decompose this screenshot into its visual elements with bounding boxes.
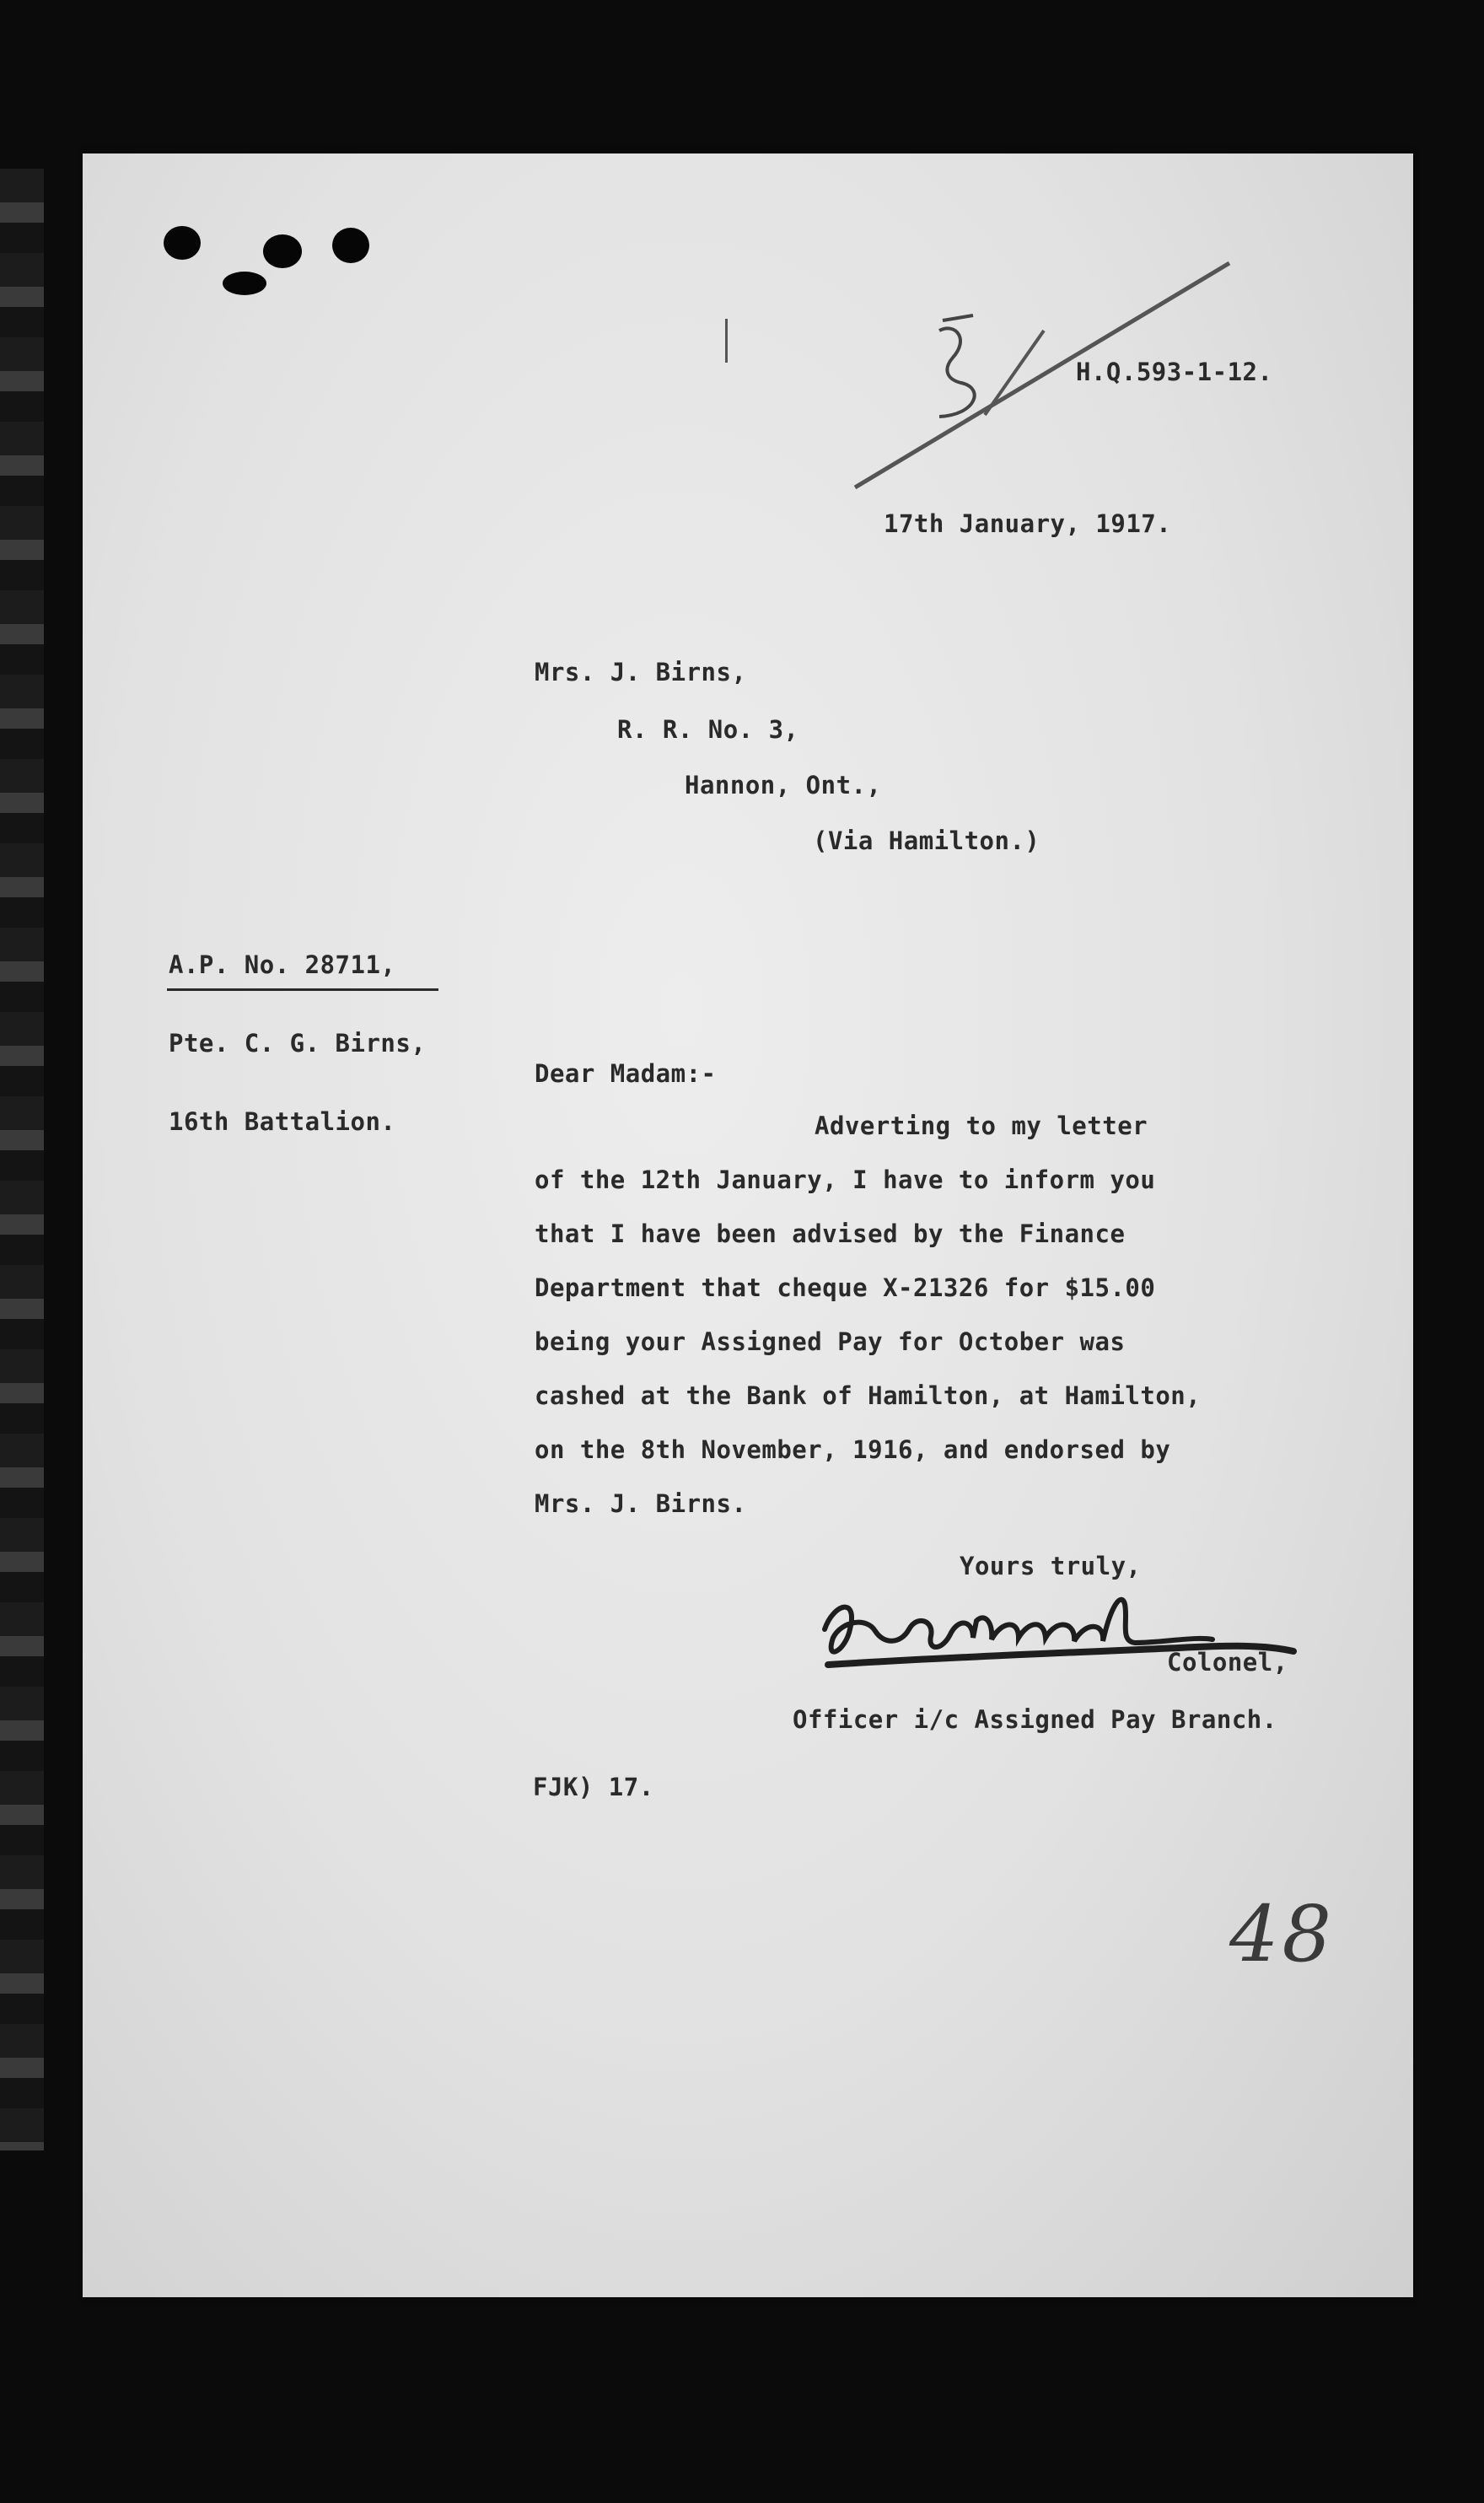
letter-date: 17th January, 1917. bbox=[884, 509, 1172, 538]
salutation: Dear Madam:- bbox=[535, 1059, 717, 1088]
body-line: Adverting to my letter bbox=[815, 1112, 1148, 1140]
recipient-via: (Via Hamilton.) bbox=[813, 826, 1040, 855]
punch-hole bbox=[164, 226, 201, 260]
body-line: cashed at the Bank of Hamilton, at Hamilton, bbox=[535, 1381, 1202, 1410]
body-line: being your Assigned Pay for October was bbox=[535, 1327, 1126, 1356]
body-line: Department that cheque X-21326 for $15.00 bbox=[535, 1273, 1156, 1302]
body-line: Mrs. J. Birns. bbox=[535, 1489, 747, 1518]
punch-hole bbox=[263, 234, 302, 268]
typist-reference: FJK) 17. bbox=[533, 1773, 654, 1801]
punch-hole bbox=[332, 228, 369, 263]
body-line: that I have been advised by the Finance bbox=[535, 1219, 1126, 1248]
handwritten-signature bbox=[808, 1570, 1381, 1688]
signature-title: Colonel, bbox=[1167, 1648, 1288, 1677]
reference-ap-number: A.P. No. 28711, bbox=[169, 950, 396, 979]
signature-office: Officer i/c Assigned Pay Branch. bbox=[793, 1705, 1277, 1734]
handwritten-page-number: 48 bbox=[1229, 1889, 1336, 1979]
body-line: on the 8th November, 1916, and endorsed by bbox=[535, 1435, 1171, 1464]
reference-block bbox=[169, 900, 426, 1187]
closing: Yours truly, bbox=[960, 1552, 1142, 1580]
punch-hole bbox=[223, 272, 266, 295]
recipient-name: Mrs. J. Birns, bbox=[535, 658, 747, 686]
file-reference: H.Q.593-1-12. bbox=[1076, 358, 1273, 386]
handwritten-tick bbox=[725, 319, 728, 363]
letter-page bbox=[83, 153, 1413, 2297]
reference-underline bbox=[167, 988, 438, 991]
reference-battalion: 16th Battalion. bbox=[169, 1107, 396, 1136]
reference-soldier: Pte. C. G. Birns, bbox=[169, 1029, 427, 1058]
recipient-route: R. R. No. 3, bbox=[617, 715, 799, 744]
body-line: of the 12th January, I have to inform you bbox=[535, 1165, 1156, 1194]
recipient-town: Hannon, Ont., bbox=[685, 771, 882, 799]
film-edge-strip bbox=[0, 169, 44, 2150]
